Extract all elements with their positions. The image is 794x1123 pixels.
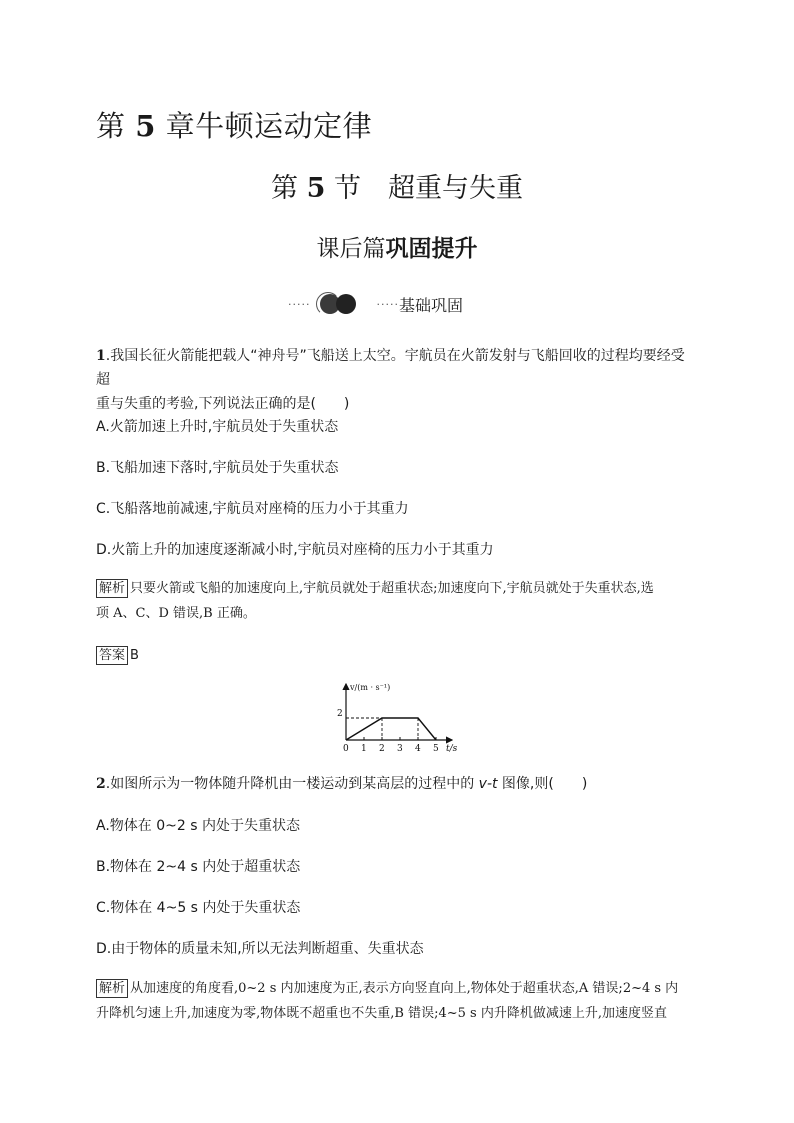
question-2-number: 2: [96, 776, 106, 792]
question-1-analysis-line2: 项 A、C、D 错误,B 正确。: [96, 606, 256, 621]
question-2-option-a: A.物体在 0~2 s 内处于失重状态: [96, 818, 300, 834]
section-prefix: 第: [271, 173, 298, 204]
x-tick-label: 2: [379, 744, 385, 754]
question-2-option-b: B.物体在 2~4 s 内处于超重状态: [96, 859, 301, 875]
analysis-tag: 解析: [96, 579, 128, 598]
question-2-stem: [96, 772, 696, 796]
question-2-analysis-line1: 从加速度的角度看,0~2 s 内加速度为正,表示方向竖直向上,物体处于超重状态,A 错误;2~4 s 内: [130, 981, 679, 996]
question-2-analysis: [96, 976, 700, 1026]
question-2-option-c: C.物体在 4~5 s 内处于失重状态: [96, 900, 301, 916]
question-2-option-d: D.由于物体的质量未知,所以无法判断超重、失重状态: [96, 941, 424, 957]
double-circle-icon: [316, 292, 362, 316]
answer-tag: 答案: [96, 646, 128, 665]
series-line: [346, 718, 436, 740]
x-axis-label: t/s: [446, 744, 458, 754]
y-tick-label: 2: [337, 709, 343, 719]
question-1-option-a: A.火箭加速上升时,宇航员处于失重状态: [96, 419, 339, 435]
banner-dots-right: ·····: [376, 297, 399, 311]
question-1-analysis: [96, 576, 700, 626]
x-tick-label: 1: [361, 744, 367, 754]
question-1-answer: [96, 646, 139, 665]
chapter-number: 5: [135, 109, 156, 143]
section-title: [0, 166, 794, 205]
section-number: 5: [306, 173, 326, 204]
subtitle-regular: 课后篇: [316, 236, 386, 262]
vt-graph: [330, 678, 470, 758]
question-1-stem-line1: .我国长征火箭能把载人“神舟号”飞船送上太空。宇航员在火箭发射与飞船回收的过程均要经受超: [96, 348, 685, 388]
subtitle: [0, 230, 794, 263]
x-tick-label: 5: [433, 744, 439, 754]
question-1-option-b: B.飞船加速下落时,宇航员处于失重状态: [96, 460, 339, 476]
banner-label: 基础巩固: [398, 295, 463, 315]
banner-dots-left: ·····: [288, 297, 311, 311]
question-1-option-c: C.飞船落地前减速,宇航员对座椅的压力小于其重力: [96, 501, 409, 517]
x-tick-label: 4: [415, 744, 421, 754]
y-axis-label: v/(m · s⁻¹): [350, 683, 391, 692]
question-2-analysis-line2: 升降机匀速上升,加速度为零,物体既不超重也不失重,B 错误;4~5 s 内升降机做减速上升,加速度竖直: [96, 1006, 667, 1021]
question-1-analysis-line1: 只要火箭或飞船的加速度向上,宇航员就处于超重状态;加速度向下,宇航员就处于失重状态,选: [130, 581, 654, 596]
subtitle-bold: 巩固提升: [385, 236, 478, 262]
question-2-stem-italic: v-t: [478, 776, 498, 792]
question-1-number: 1: [96, 348, 106, 364]
chapter-prefix: 第: [96, 109, 126, 143]
chapter-title: [96, 104, 372, 145]
section-banner: [288, 292, 463, 316]
question-2-stem-after: 图像,则( ): [497, 776, 588, 792]
analysis-tag: 解析: [96, 979, 128, 998]
question-1-stem: [96, 344, 696, 416]
question-1-answer-value: B: [130, 648, 139, 663]
section-name: 节 超重与失重: [333, 173, 523, 204]
chapter-name: 章牛顿运动定律: [165, 109, 373, 143]
x-tick-label: 3: [397, 744, 403, 754]
question-1-option-d: D.火箭上升的加速度逐渐减小时,宇航员对座椅的压力小于其重力: [96, 542, 494, 558]
question-1-stem-line2: 重与失重的考验,下列说法正确的是( ): [96, 396, 350, 412]
question-2-stem-before: .如图所示为一物体随升降机由一楼运动到某高层的过程中的: [105, 776, 479, 792]
x-tick-label: 0: [343, 744, 349, 754]
